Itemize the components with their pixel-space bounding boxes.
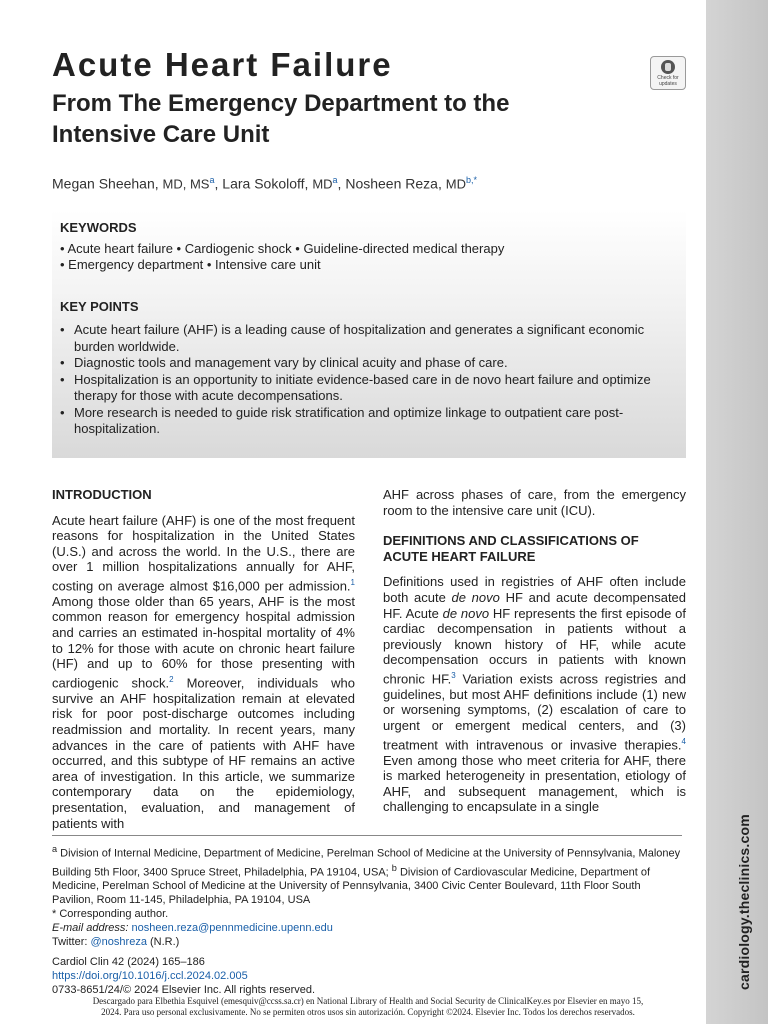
twitter-link[interactable]: @noshreza [90,936,147,949]
affiliation-mark: b [391,862,397,873]
introduction-continuation: AHF across phases of care, from the emergency room to the intensive care unit (ICU). [383,487,686,518]
italic-term: de novo [451,589,500,605]
reference-link[interactable]: 4 [681,736,686,746]
twitter-suffix: (N.R.) [146,936,180,949]
author-list: Megan Sheehan, MD, $MS^a$, Lara Sokoloff, $MD^a$, Nosheen Reza, $MD^{b,*}$ [52,175,477,192]
introduction-paragraph [52,513,355,832]
update-icon [661,60,675,74]
author-degree: MD, MS [162,176,210,192]
keywords-heading: KEYWORDS [60,220,137,235]
introduction-heading: INTRODUCTION [52,487,152,502]
text-run: Even among those who meet criteria for AHF, there is marked heterogeneity in presentation, etiology of AHF, and subsequent management, which is challenging to encapsulate in a single [383,752,686,815]
keywords-keypoints-box [52,210,686,458]
article-subtitle: From The Emergency Department to the Intensive Care Unit [52,90,510,148]
journal-site-label: cardiology.theclinics.com [736,814,752,990]
definitions-paragraph [383,574,686,815]
left-column [52,487,355,846]
reference-link[interactable]: 3 [451,670,456,680]
author-name: Megan Sheehan, [52,175,159,192]
keywords-line: • Acute heart failure • Cardiogenic shock • Guideline-directed medical therapy [60,241,505,256]
doi-link[interactable]: https://doi.org/10.1016/j.ccl.2024.02.005 [52,970,248,982]
twitter-line [52,935,682,949]
key-point-item: • More research is needed to guide risk stratification and optimize linkage to outpatient care post-hospitalization. [60,405,672,438]
email-link[interactable]: nosheen.reza@pennmedicine.upenn.edu [131,922,333,935]
affiliation-a: Division of Internal Medicine, Department of Medicine, Perelman School of Medicine at the University of Pennsylvania, Maloney Building 5th Floor, 3400 Spruce Street, Philadelphia, PA 19104, USA; [52,847,681,879]
footnotes [52,842,682,949]
text-run: Variation exists across registries and guidelines, but most AHF definitions include (1) new or worsening symptoms, (2) escalation of care to urgent or emergent medical centers, and (3) treatment with intravenous or invasive therapies. [383,671,686,752]
download-notice-line: 2024. Para uso personal exclusivamente. No se permiten otros usos sin autorización. Copyright ©2024. Elsevier Inc. Todos los derechos reservados. [101,1007,635,1017]
reference-link[interactable]: 1 [350,577,355,587]
check-for-updates-badge[interactable] [650,56,686,90]
affiliation-mark[interactable]: b,* [465,175,477,185]
corresponding-author: * Corresponding author. [52,908,169,921]
keywords-line: • Emergency department • Intensive care unit [60,257,321,272]
key-point-item: • Diagnostic tools and management vary by clinical acuity and phase of care. [60,355,672,372]
email-label: E-mail address: [52,922,129,935]
author-degree: MD [445,176,466,192]
footnote-divider [52,835,682,836]
article-title: Acute Heart Failure [52,46,393,83]
affiliation-mark[interactable]: a [332,175,338,185]
key-point-item: • Acute heart failure (AHF) is a leading cause of hospitalization and generates a significant economic burden worldwide. [60,322,672,355]
email-line [52,921,682,935]
key-point-item: • Hospitalization is an opportunity to initiate evidence-based care in de novo heart failure and optimize therapy for those with acute decompensations. [60,372,672,405]
text-run: Moreover, individuals who survive an AHF hospitalization remain at elevated risk for poor post-discharge outcomes including readmission and mortality. In recent years, many advances in the care of patients with AHF have occurred, and this subtype of HF remains an active area of investigation. In this article, we summarize contemporary data on the epidemiology, presentation, evaluation, and management of patients with [52,675,355,831]
affiliation-b: Division of Cardiovascular Medicine, Department of Medicine, Perelman School of Medicine at the University of Pennsylvania, 3400 Civic Center Boulevard, 11th Floor South Pavilion, Room 11-145, Philadelphia, PA 19104, USA [52,866,650,907]
journal-citation: Cardiol Clin 42 (2024) 165–186 [52,956,205,968]
text-run: HF represents the first episode of cardiac decompensation in patients without a previously known history of HF, while acute decompensation occurs in patients with known chronic HF. [383,605,687,687]
reference-link[interactable]: 2 [169,674,174,684]
text-run: Acute heart failure (AHF) is one of the most frequent reasons for hospitalization in the United States (U.S.) and across the world. In the U.S., there are over 1 million hospitalizations annually for AHF, costing on average almost $16,000 per admission. [52,512,355,594]
copyright-line: 0733-8651/24/© 2024 Elsevier Inc. All rights reserved. [52,984,316,996]
right-column [383,487,686,830]
key-points-heading: KEY POINTS [60,299,139,314]
twitter-label: Twitter: [52,936,88,949]
badge-label: Check for updates [657,75,679,87]
affiliation-mark[interactable]: a [209,175,215,185]
text-run: Among those older than 65 years, AHF is the most common reason for emergency hospital admission and carries an estimated in-hospital mortality of 4% to 12% for those with acute on chronic heart failure (HF) and up to 60% for those presenting with cardiogenic shock. [52,593,355,691]
affiliations [52,842,682,907]
key-points-list [60,322,672,438]
author-name: Lara Sokoloff, [222,175,309,192]
author-name: Nosheen Reza, [345,175,442,192]
italic-term: de novo [442,605,490,621]
download-notice [28,996,708,1018]
text-run: HF and acute decompensated HF. Acute [383,589,687,621]
definitions-heading: DEFINITIONS AND CLASSIFICATIONS OF ACUTE HEART FAILURE [383,533,639,564]
download-notice-line: Descargado para Elbethia Esquivel (emesquiv@ccss.sa.cr) en National Library of Health and Social Security de ClinicalKey.es por Elsevier en mayo 15, [92,996,644,1006]
text-run: Definitions used in registries of AHF often include both acute [383,574,686,605]
affiliation-mark: a [52,844,58,854]
author-degree: MD [312,176,333,192]
citation-block [52,955,315,997]
